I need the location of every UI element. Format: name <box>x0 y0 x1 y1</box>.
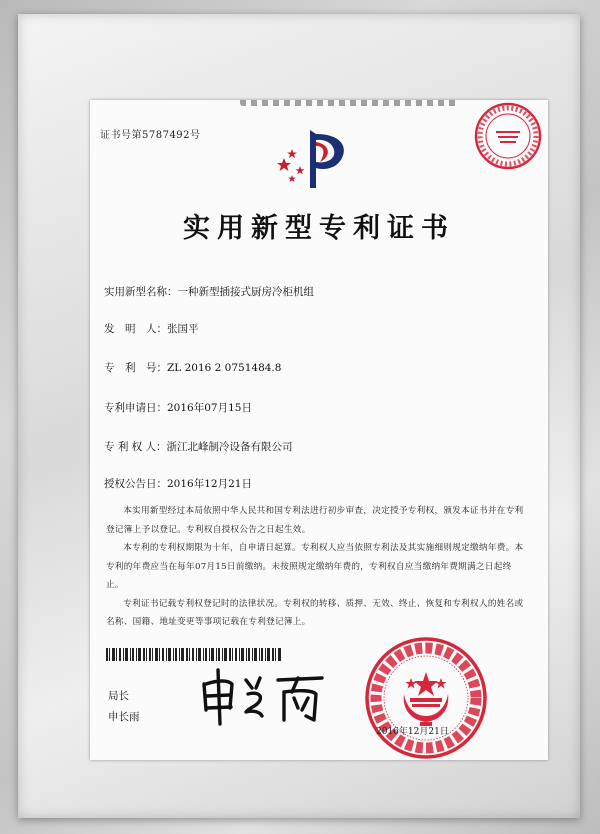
field-value: 2016年12月21日 <box>167 478 252 490</box>
field-patentee <box>104 439 293 454</box>
field-value: 2016年07月15日 <box>167 402 252 414</box>
body-paragraph: 本专利的专利权期限为十年，自申请日起算。专利权人应当依照专利法及其实施细则规定缴纳年费。本专利的年费应当在每年07月15日前缴纳。未按照规定缴纳年费的，专利权自应当缴纳年费期满之日起终止。 <box>106 543 524 590</box>
patent-office-emblem-icon <box>270 122 360 192</box>
field-label: 专 利 权 人： <box>104 441 167 453</box>
field-value: ZL 2016 2 0751484.8 <box>167 362 282 374</box>
official-red-seal-icon <box>364 636 488 760</box>
field-utility-model-name <box>104 284 314 299</box>
field-label: 专 利 号： <box>104 362 167 374</box>
field-patent-number <box>104 360 281 375</box>
certificate-number: 证书号第5787492号 <box>100 130 201 141</box>
seal-date: 2016年12月21日 <box>376 727 449 737</box>
top-print-marks <box>240 100 460 106</box>
field-label: 实用新型名称： <box>104 286 178 298</box>
field-grant-date <box>104 476 252 491</box>
handwritten-signature-icon <box>198 666 328 728</box>
field-value: 一种新型插接式厨房冷柜机组 <box>177 286 314 298</box>
field-label: 专利申请日： <box>104 402 167 414</box>
field-label: 授权公告日： <box>104 478 167 490</box>
signature-name: 申长雨 <box>108 711 140 723</box>
field-value: 张国平 <box>167 323 199 335</box>
certificate-body-text <box>106 502 526 632</box>
top-red-seal-icon <box>472 100 544 172</box>
barcode-icon <box>106 648 281 661</box>
field-value: 浙江北峰制冷设备有限公司 <box>166 441 293 453</box>
field-application-date <box>104 400 252 415</box>
signature-title: 局长 <box>108 690 129 702</box>
certificate-title: 实用新型专利证书 <box>183 213 455 244</box>
field-inventor <box>104 321 199 336</box>
field-label: 发 明 人： <box>104 323 167 335</box>
certificate-frame <box>18 14 580 818</box>
body-paragraph: 本实用新型经过本局依照中华人民共和国专利法进行初步审查，决定授予专利权，颁发本证书并在专利登记簿上予以登记。专利权自授权公告之日起生效。 <box>106 506 524 535</box>
body-paragraph: 专利证书记载专利权登记时的法律状况。专利权的转移、质押、无效、终止、恢复和专利权人的姓名或名称、国籍、地址变更等事项记载在专利登记簿上。 <box>106 598 524 627</box>
certificate-paper <box>90 100 548 760</box>
